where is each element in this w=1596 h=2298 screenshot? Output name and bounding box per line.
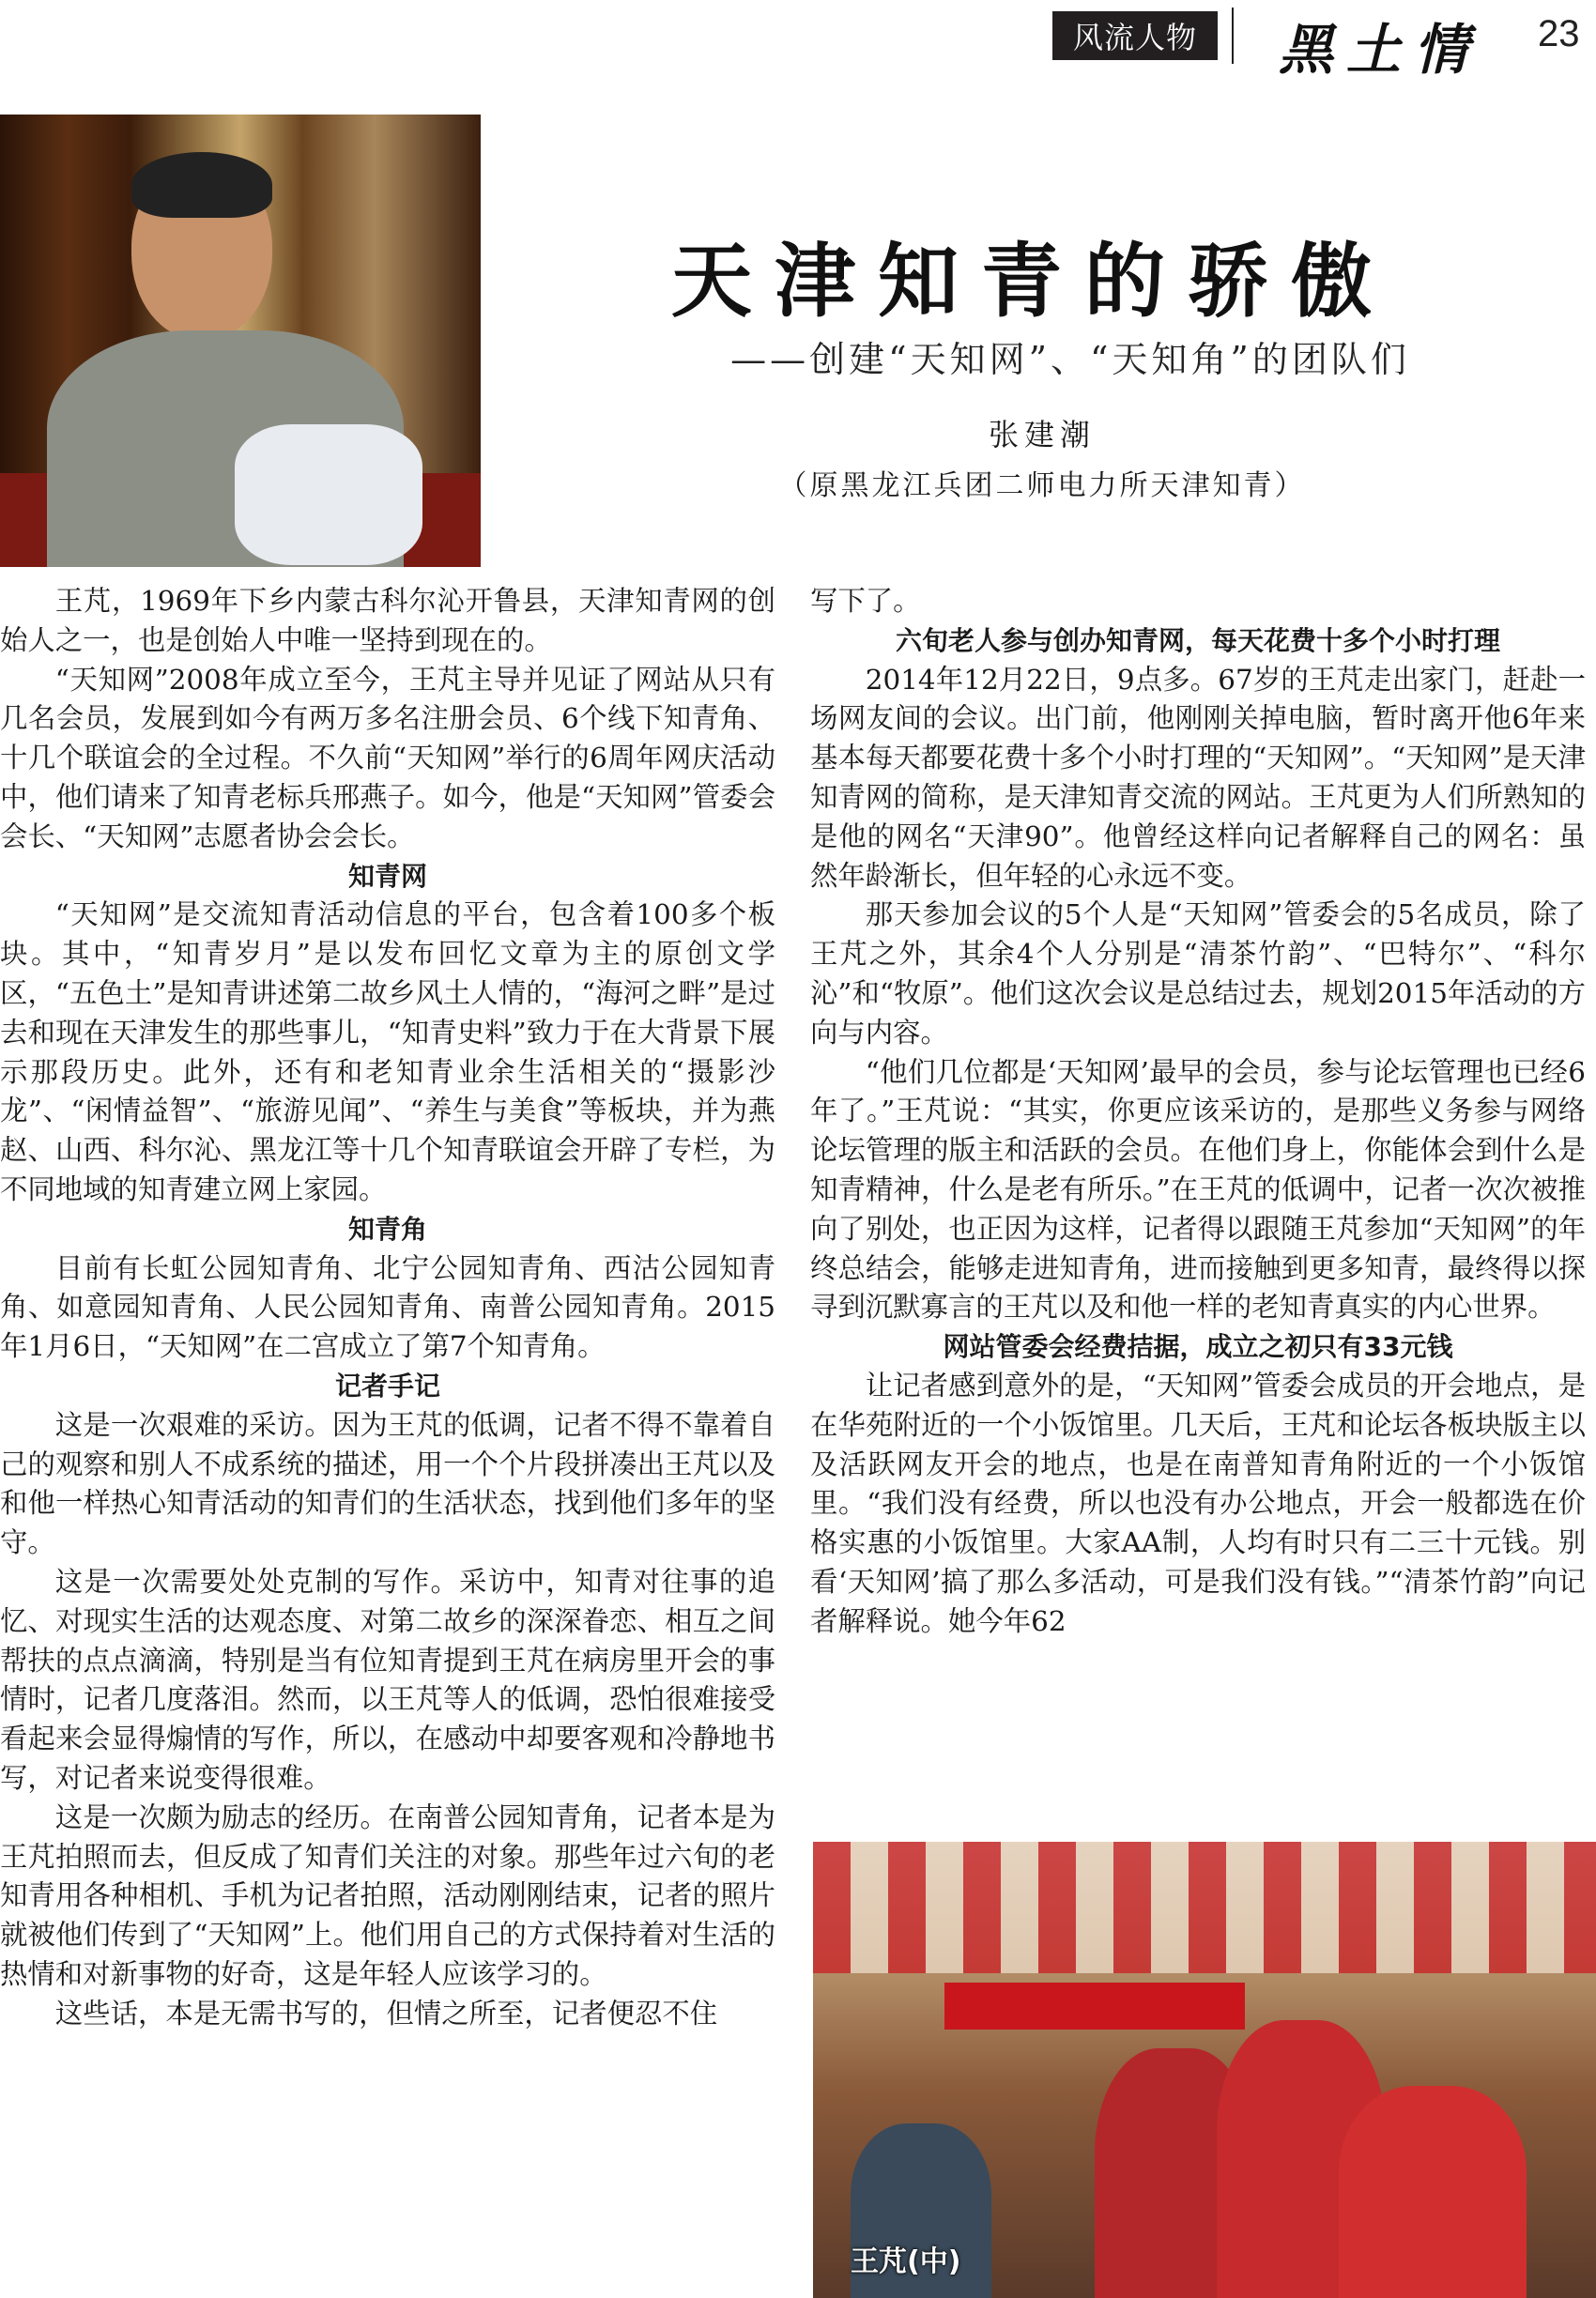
article-affiliation: （原黑龙江兵团二师电力所天津知青）: [778, 469, 1306, 502]
paragraph: 写下了。: [810, 585, 921, 617]
article-subtitle: ——创建“天知网”、“天知角”的团队们: [730, 339, 1410, 380]
section-heading: 知青角: [347, 1213, 427, 1245]
paragraph: 这是一次颇为励志的经历。在南普公园知青角，记者本是为王芃拍照而去，但反成了知青们关注的对象。那些年过六旬的老知青用各种相机、手机为记者拍照，活动刚刚结束，记者的照片就被他们传到了“天知网”上。他们用自己的方式保持着对生活的热情和对新事物的好奇，这是年轻人应该学习的。: [0, 1800, 775, 1990]
photo-ceiling-drapes: [813, 1842, 1596, 1973]
paragraph: “天知网”2008年成立至今，王芃主导并见证了网站从只有几名会员，发展到如今有两万多名注册会员、6个线下知青角、十几个联谊会的全过程。不久前“天知网”举行的6周年网庆活动中，他们请来了知青老标兵邢燕子。如今，他是“天知网”管委会会长、“天知网”志愿者协会会长。: [0, 663, 775, 852]
paragraph: 王芃，1969年下乡内蒙古科尔沁开鲁县，天津知青网的创始人之一，也是创始人中唯一坚持到现在的。: [0, 585, 775, 656]
paragraph: 这是一次需要处处克制的写作。采访中，知青对往事的追忆、对现实生活的达观态度、对第二故乡的深深眷恋、相互之间帮扶的点点滴滴，特别是当有位知青提到王芃在病房里开会的事情时，记者几度落泪。然而，以王芃等人的低调，恐怕很难接受看起来会显得煽情的写作，所以，在感动中却要客观和冷静地书写，对记者来说变得很难。: [0, 1565, 775, 1794]
magazine-name: 黑土情: [1279, 18, 1482, 82]
section-tag: 风流人物: [1052, 11, 1218, 60]
group-photo: [813, 1842, 1596, 2298]
left-column: [0, 582, 775, 2033]
article-author: 张建潮: [988, 417, 1096, 452]
photo-banner: [944, 1983, 1245, 2030]
paragraph: 目前有长虹公园知青角、北宁公园知青角、西沽公园知青角、如意园知青角、人民公园知青角、南普公园知青角。2015年1月6日，“天知网”在二宫成立了第7个知青角。: [0, 1251, 775, 1363]
paragraph: 这是一次艰难的采访。因为王芃的低调，记者不得不靠着自己的观察和别人不成系统的描述，用一个个片段拼凑出王芃以及和他一样热心知青活动的知青们的生活状态，找到他们多年的坚守。: [0, 1408, 775, 1559]
paragraph: 让记者感到意外的是，“天知网”管委会成员的开会地点，是在华苑附近的一个小饭馆里。几天后，王芃和论坛各板块版主以及活跃网友开会的地点，也是在南普知青角附近的一个小饭馆里。“我们没有经费，所以也没有办公地点，开会一般都选在价格实惠的小饭馆里。大家AA制，人均有时只有二三十元钱。别看‘天知网’搞了那么多活动，可是我们没有钱。”“清茶竹韵”向记者解释说。她今年62: [810, 1369, 1586, 1637]
section-heading: 记者手记: [334, 1370, 440, 1402]
paragraph: 这些话，本是无需书写的，但情之所至，记者便忍不住: [54, 1997, 718, 2030]
section-heading: 六旬老人参与创办知青网，每天花费十多个小时打理: [895, 624, 1500, 656]
paragraph: “天知网”是交流知青活动信息的平台，包含着100多个板块。其中，“知青岁月”是以发布回忆文章为主的原创文学区，“五色土”是知青讲述第二故乡风土人情的，“海河之畔”是过去和现在天津发生的那些事儿，“知青史料”致力于在大背景下展示那段历史。此外，还有和老知青业余生活相关的“摄影沙龙”、“闲情益智”、“旅游见闻”、“养生与美食”等板块，并为燕赵、山西、科尔沁、黑龙江等十几个知青联谊会开辟了专栏，为不同地域的知青建立网上家园。: [0, 898, 775, 1205]
section-heading: 知青网: [347, 860, 427, 892]
photo-person-right: [1339, 2086, 1527, 2298]
photo-person-hair: [131, 152, 272, 218]
article-title: 天津知青的骄傲: [671, 234, 1394, 329]
paragraph: 2014年12月22日，9点多。67岁的王芃走出家门，赶赴一场网友间的会议。出门前，他刚刚关掉电脑，暂时离开他6年来基本每天都要花费十多个小时打理的“天知网”。“天知网”是天津知青网的简称，是天津知青交流的网站。王芃更为人们所熟知的是他的网名“天津90”。他曾经这样向记者解释自己的网名：虽然年龄渐长，但年轻的心永远不变。: [810, 663, 1586, 892]
right-column: [810, 582, 1586, 1642]
portrait-photo: [0, 115, 481, 567]
paragraph: “他们几位都是‘天知网’最早的会员，参与论坛管理也已经6年了。”王芃说：“其实，你更应该采访的，是那些义务参与网络论坛管理的版主和活跃的会员。在他们身上，你能体会到什么是知青精神，什么是老有所乐。”在王芃的低调中，记者一次次被推向了别处，也正因为这样，记者得以跟随王芃参加“天知网”的年终总结会，能够走进知青角，进而接触到更多知青，最终得以探寻到沉默寡言的王芃以及和他一样的老知青真实的内心世界。: [810, 1055, 1586, 1324]
section-heading: 网站管委会经费拮据，成立之初只有33元钱: [943, 1331, 1453, 1363]
photo-caption: 王芃(中): [851, 2245, 961, 2278]
photo-bag: [235, 424, 422, 565]
paragraph: 那天参加会议的5个人是“天知网”管委会的5名成员，除了王芃之外，其余4个人分别是“清茶竹韵”、“巴特尔”、“科尔沁”和“牧原”。他们这次会议是总结过去，规划2015年活动的方向与内容。: [810, 898, 1586, 1049]
page-number: 23: [1538, 13, 1580, 54]
header-divider: [1232, 8, 1234, 64]
